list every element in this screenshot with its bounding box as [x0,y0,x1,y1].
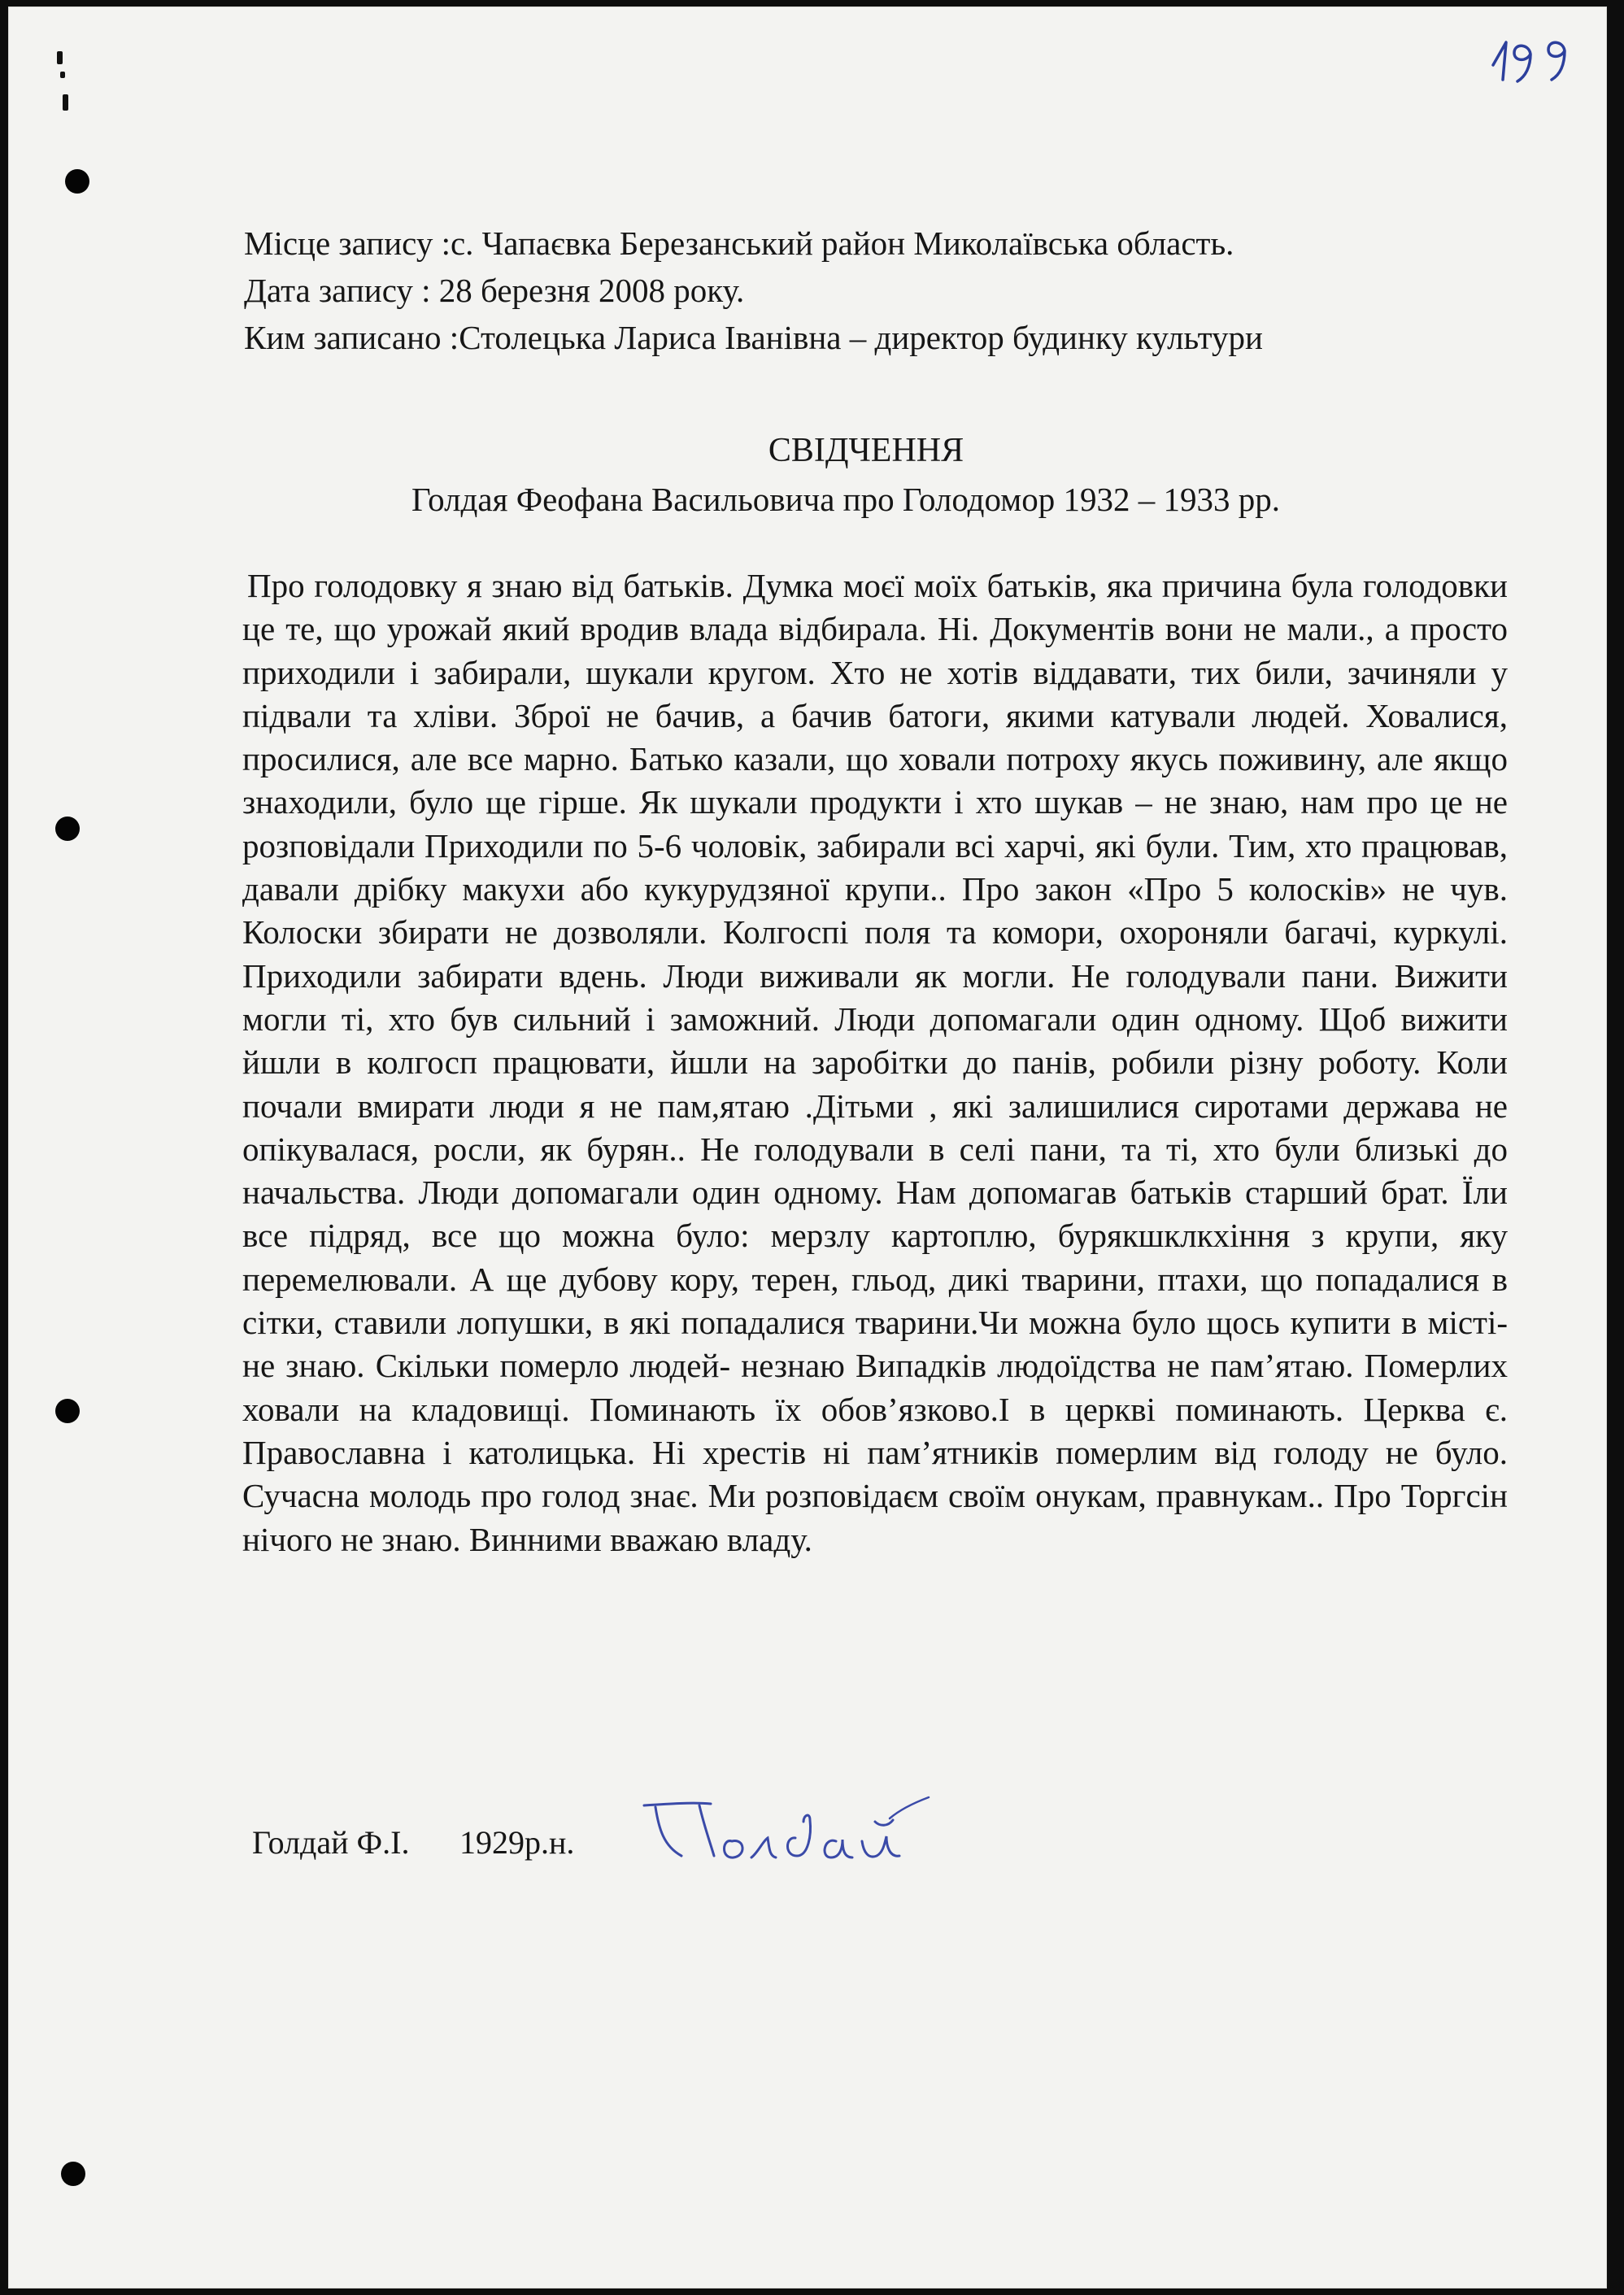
binder-mark [57,51,63,64]
document-subtitle: Голдая Феофана Васильовича про Голодомор 1932 – 1933 рр. [411,481,1280,518]
handwritten-page-number [1488,31,1578,88]
record-date: Дата запису : 28 березня 2008 року. [244,272,745,309]
record-place: Місце запису :с. Чапаєвка Березанський район Миколаївська область. [244,224,1234,262]
witness-birth-year: 1929р.н. [459,1824,575,1861]
punch-hole-middle [55,817,80,841]
binder-mark [63,94,68,111]
punch-hole-lower [55,1399,80,1423]
document-page [8,7,1607,2288]
testimony-paragraph: Про голодовку я знаю від батьків. Думка моєї моїх батьків, яка причина була голодовки це те, що урожай який вродив влада відбирала. Ні. Документів вони не мали., а просто приходили і забирали, шукали кругом. Хто не хотів віддавати, тих били, зачиняли у підвали та хліви. Зброї не бачив, а бачив батоги, якими катували людей. Ховалися, просилися, але все марно. Батько казали, що ховали потроху якусь поживину, але якщо знаходили, було ще гірше. Як шукали продукти і хто шукав – не знаю, нам про це не розповідали Приходили по 5-6 чоловік, забирали всі харчі, які були. Тим, хто працював, давали дрібку макухи або кукурудзяної крупи.. Про закон «Про 5 колосків» не чув. Колоски збирати не дозволяли. Колгоспі поля та комори, охороняли багачі, куркулі. Приходили забирати вдень. Люди виживали як могли. Не голодували пани. Вижити могли ті, хто був сильний і заможний. Люди допомагали один одному. Щоб вижити йшли в колгосп працювати, йшли на заробітки до панів, робили різну роботу. Коли почали вмирати люди я не пам,ятаю .Дітьми , які залишилися сиротами держава не опікувалася, росли, як бурян.. Не голодували в селі пани, та ті, хто були близькі до начальства. Люди допомагали один одному. Нам допомагав батьків старший брат. Їли все підряд, все що можна було: мерзлу картоплю, бурякшклкхіння з крупи, яку перемелювали. А ще дубову кору, терен, гльод, дикі тварини, птахи, що попадалися в сітки, ставили лопушки, в які попадалися тварини.Чи можна було щось купити в місті- не знаю. Скільки померло людей- незнаю Випадків людоїдства не пам’ятаю. Померлих ховали на кладовищі. Поминають їх обов’язково.І в церкві поминають. Церква є. Православна і католицька. Ні хрестів ні пам’ятників померлим від голоду не було. Сучасна молодь про голод знає. Ми розповідаєм своїм онукам, правнукам.. Про Торгсін нічого не знаю. Винними вважаю владу. [242,567,1508,1558]
signature-line [252,1822,614,1864]
witness-name: Голдай Ф.І. [252,1824,410,1861]
record-author: Ким записано :Столецька Лариса Іванівна – директор будинку культури [244,319,1263,356]
punch-hole-bottom [61,2162,85,2186]
testimony-body [242,564,1508,1561]
binder-mark [60,72,65,78]
punch-hole-top [65,169,89,194]
record-metadata [244,220,1263,361]
document-title: СВІДЧЕННЯ [768,432,964,469]
handwritten-signature [636,1788,961,1877]
